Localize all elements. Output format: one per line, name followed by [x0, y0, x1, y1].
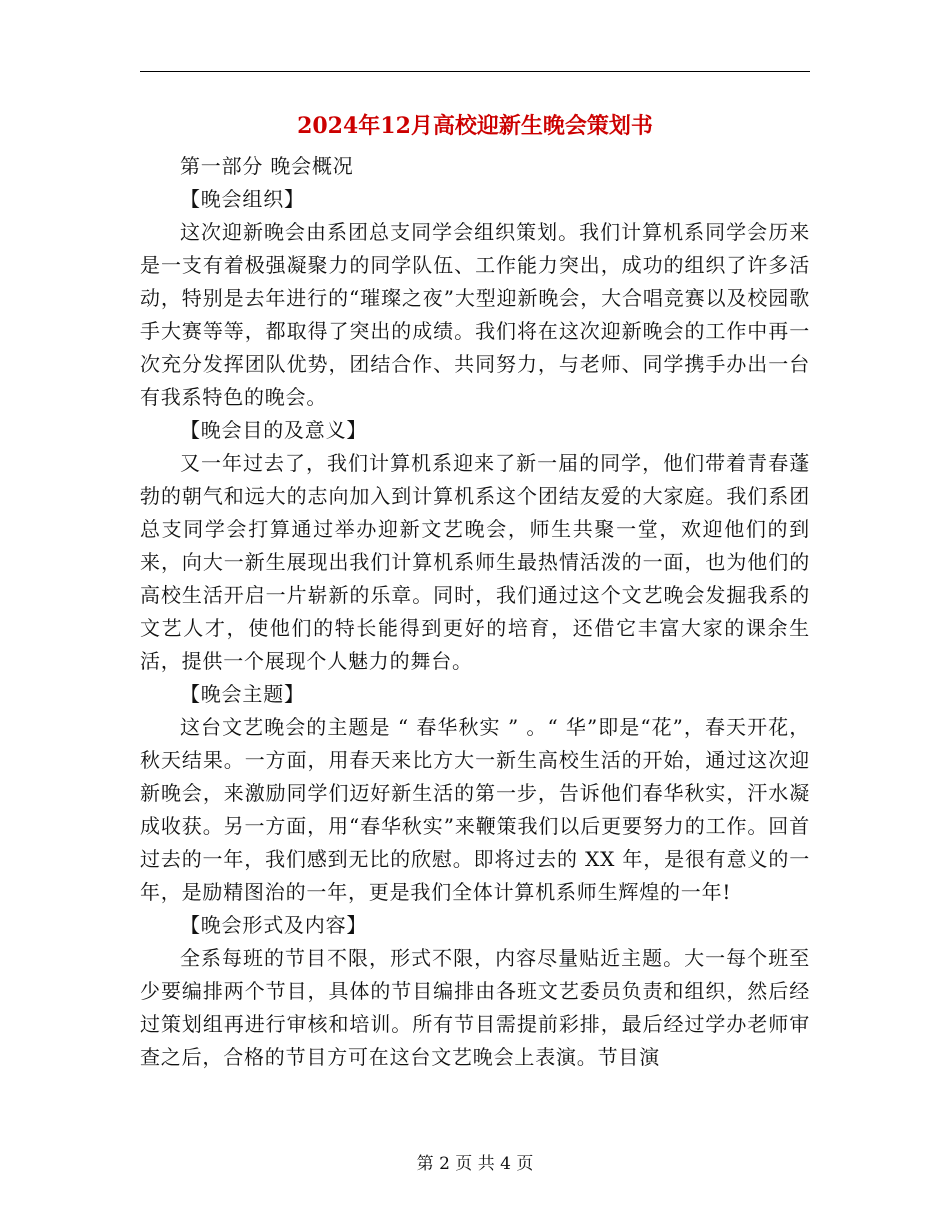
section-heading-organization: 【晚会组织】	[180, 187, 305, 211]
document-title: 2024年12月高校迎新生晚会策划书	[297, 113, 653, 139]
section-paragraph-organization: 这次迎新晚会由系团总支同学会组织策划。我们计算机系同学会历来是一支有着极强凝聚力的同学队伍、工作能力突出，成功的组织了许多活动，特别是去年进行的“璀璨之夜”大型迎新晚会，大合唱竞赛以及校园歌手大赛等等，都取得了突出的成绩。我们将在这次迎新晚会的工作中再一次充分发挥团队优势，团结合作、共同努力，与老师、同学携手办出一台有我系特色的晚会。	[140, 220, 810, 409]
section-paragraph-theme: 这台文艺晚会的主题是 “ 春华秋实 ” 。“ 华”即是“花”，春天开花，秋天结果。一方面，用春天来比方大一新生高校生活的开始，通过这次迎新晚会，来激励同学们迈好新生活的第一步，告诉他们春华秋实，汗水凝成收获。另一方面，用“春华秋实”来鞭策我们以后更要努力的工作。回首过去的一年，我们感到无比的欣慰。即将过去的 XX 年，是很有意义的一年，是励精图治的一年，更是我们全体计算机系师生辉煌的一年!	[140, 715, 810, 904]
page-number: 第 2 页 共 4 页	[416, 1154, 534, 1174]
section-heading-format: 【晚会形式及内容】	[180, 913, 368, 937]
document-body	[140, 150, 810, 1074]
section-heading-theme: 【晚会主题】	[180, 682, 305, 706]
header-rule	[140, 71, 810, 72]
part-heading: 第一部分 晚会概况	[180, 154, 354, 178]
section-paragraph-format: 全系每班的节目不限，形式不限，内容尽量贴近主题。大一每个班至少要编排两个节目，具体的节目编排由各班文艺委员负责和组织，然后经过策划组再进行审核和培训。所有节目需提前彩排，最后经过学办老师审查之后，合格的节目方可在这台文艺晚会上表演。节目演	[140, 946, 810, 1069]
section-paragraph-purpose: 又一年过去了，我们计算机系迎来了新一届的同学，他们带着青春蓬勃的朝气和远大的志向加入到计算机系这个团结友爱的大家庭。我们系团总支同学会打算通过举办迎新文艺晚会，师生共聚一堂，欢迎他们的到来，向大一新生展现出我们计算机系师生最热情活泼的一面，也为他们的高校生活开启一片崭新的乐章。同时，我们通过这个文艺晚会发掘我系的文艺人才，使他们的特长能得到更好的培育，还借它丰富大家的课余生活，提供一个展现个人魅力的舞台。	[140, 451, 810, 673]
section-heading-purpose: 【晚会目的及意义】	[180, 418, 368, 442]
